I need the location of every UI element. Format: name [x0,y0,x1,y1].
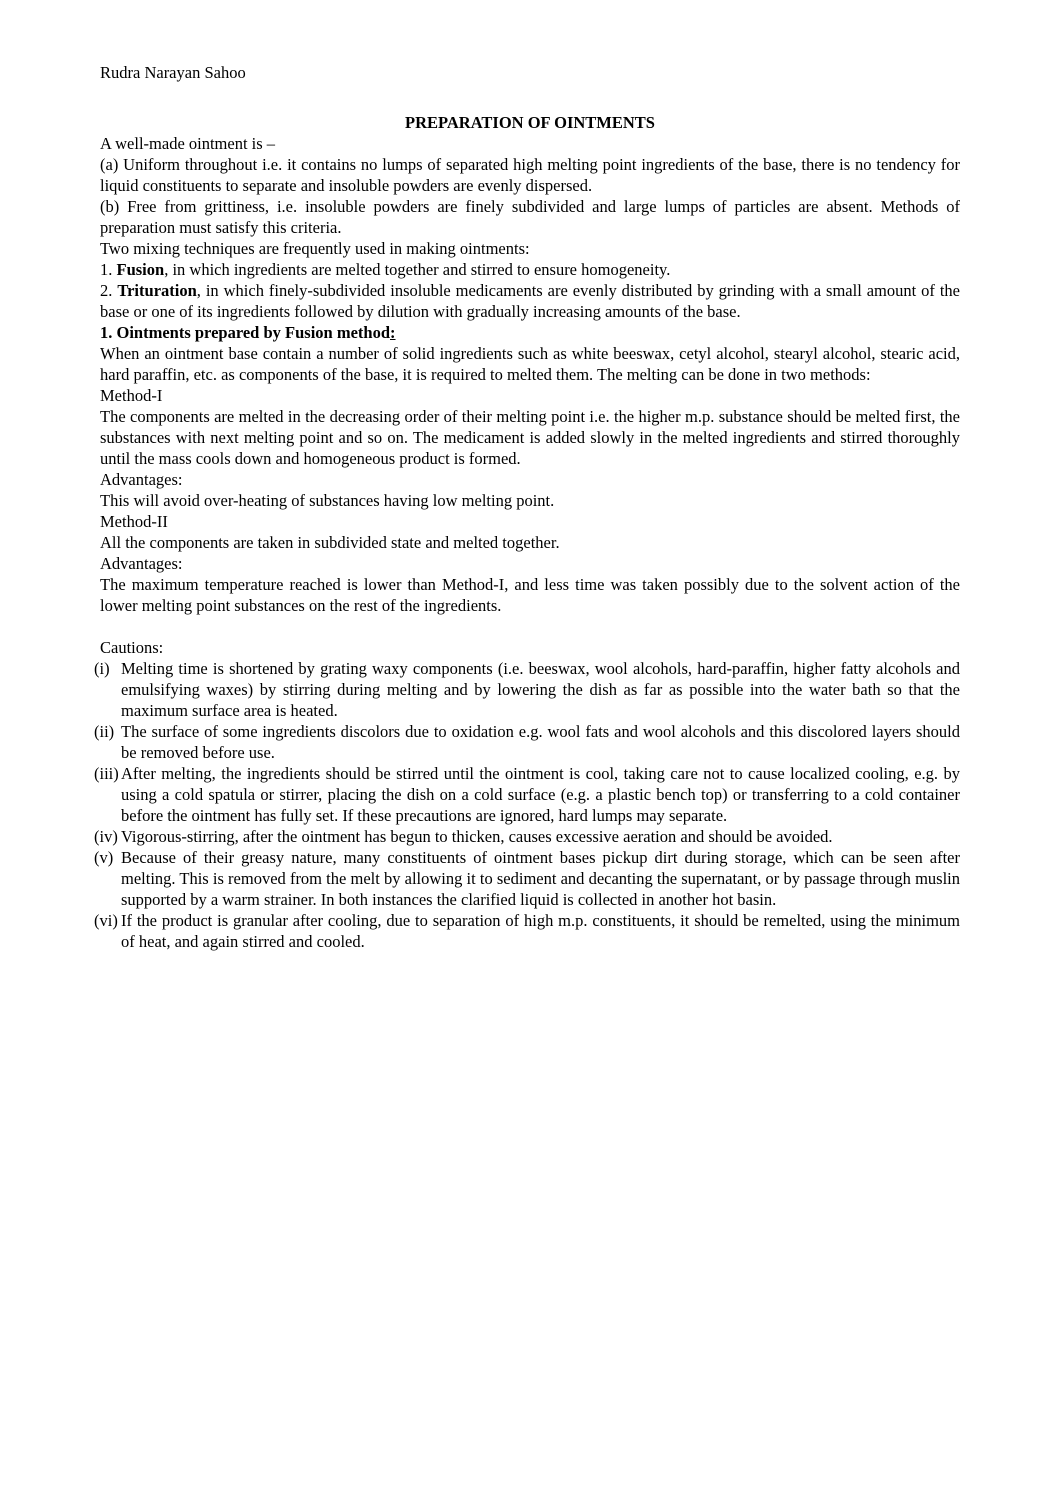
fusion-section-heading [100,322,960,343]
intro-mixing-techniques: Two mixing techniques are frequently used in making ointments: [100,239,530,258]
cautions-list [94,658,960,952]
fusion-section-heading-text: 1. Ointments prepared by Fusion method [100,323,391,342]
method2-text: All the components are taken in subdivided state and melted together. [100,533,560,552]
intro-point-a: (a) Uniform throughout i.e. it contains no lumps of separated high melting point ingredients of the base, there is no tendency for liquid constituents to separate and insoluble powders are evenly dispersed. [100,155,960,195]
list-item-marker: (iv) [94,827,118,846]
list-item-marker: (i) [94,659,110,678]
list-item [94,826,960,847]
technique-fusion-term: Fusion [116,260,165,279]
method2-label: Method-II [100,512,168,531]
list-item-text: If the product is granular after cooling, due to separation of high m.p. constituents, it should be remelted, using the minimum of heat, and again stirred and cooled. [121,911,960,951]
list-item-marker: (ii) [94,722,115,741]
list-item-marker: (v) [94,848,114,867]
technique-fusion [100,259,960,280]
fusion-section-heading-colon: : [390,323,396,342]
list-item [94,910,960,952]
list-item-text: Because of their greasy nature, many constituents of ointment bases pickup dirt during storage, which can be seen after melting. This is removed from the melt by allowing it to sediment and decanting the supernatant, or by passage through muslin supported by a warm strainer. In both instances the clarified liquid is collected in another hot basin. [121,848,960,909]
list-item-text: Vigorous-stirring, after the ointment has begun to thicken, causes excessive aeration and should be avoided. [121,827,833,846]
blank-line [100,616,960,637]
list-item [94,721,960,763]
list-item [94,763,960,826]
fusion-section-intro: When an ointment base contain a number of solid ingredients such as white beeswax, cetyl alcohol, stearyl alcohol, stearic acid, hard paraffin, etc. as components of the base, it is required to melted them. The melting can be done in two methods: [100,344,960,384]
list-item-marker: (iii) [94,764,119,783]
author-name: Rudra Narayan Sahoo [100,63,246,82]
technique-fusion-number: 1. [100,260,117,279]
page-title: PREPARATION OF OINTMENTS [405,113,655,132]
technique-trituration [100,280,960,322]
list-item [94,847,960,910]
technique-trituration-description: , in which finely-subdivided insoluble medicaments are evenly distributed by grinding with a small amount of the base or one of its ingredients followed by dilution with gradually increasing amounts of the base. [100,281,961,321]
list-item [94,658,960,721]
method2-advantages-label: Advantages: [100,554,183,573]
list-item-text: After melting, the ingredients should be stirred until the ointment is cool, taking care not to cause localized cooling, e.g. by using a cold spatula or stirrer, placing the dish on a cold surface (e.g. a plastic bench top) or transferring to a cold container before the ointment has fully set. If these precautions are ignored, hard lumps may separate. [121,764,960,825]
technique-trituration-number: 2. [100,281,118,300]
method1-advantages-text: This will avoid over-heating of substances having low melting point. [100,491,555,510]
list-item-marker: (vi) [94,911,118,930]
method1-advantages-label: Advantages: [100,470,183,489]
method1-text: The components are melted in the decreasing order of their melting point i.e. the higher m.p. substance should be melted first, the substances with next melting point and so on. The medicament is added slowly in the melted ingredients and stirred thoroughly until the mass cools down and homogeneous product is formed. [100,407,960,468]
method2-advantages-text: The maximum temperature reached is lower than Method-I, and less time was taken possibly due to the solvent action of the lower melting point substances on the rest of the ingredients. [100,575,960,615]
intro-lead: A well-made ointment is – [100,134,276,153]
cautions-heading: Cautions: [100,638,164,657]
list-item-text: Melting time is shortened by grating waxy components (i.e. beeswax, wool alcohols, hard-paraffin, higher fatty alcohols and emulsifying waxes) by stirring during melting and by lowering the dish as far as possible into the water bath so that the maximum surface area is heated. [121,659,960,720]
intro-point-b: (b) Free from grittiness, i.e. insoluble powders are finely subdivided and large lumps of particles are absent. Methods of preparation must satisfy this criteria. [100,197,960,237]
technique-trituration-term: Trituration [117,281,197,300]
method1-label: Method-I [100,386,163,405]
technique-fusion-description: , in which ingredients are melted together and stirred to ensure homogeneity. [164,260,671,279]
list-item-text: The surface of some ingredients discolors due to oxidation e.g. wool fats and wool alcohols and this discolored layers should be removed before use. [121,722,960,762]
